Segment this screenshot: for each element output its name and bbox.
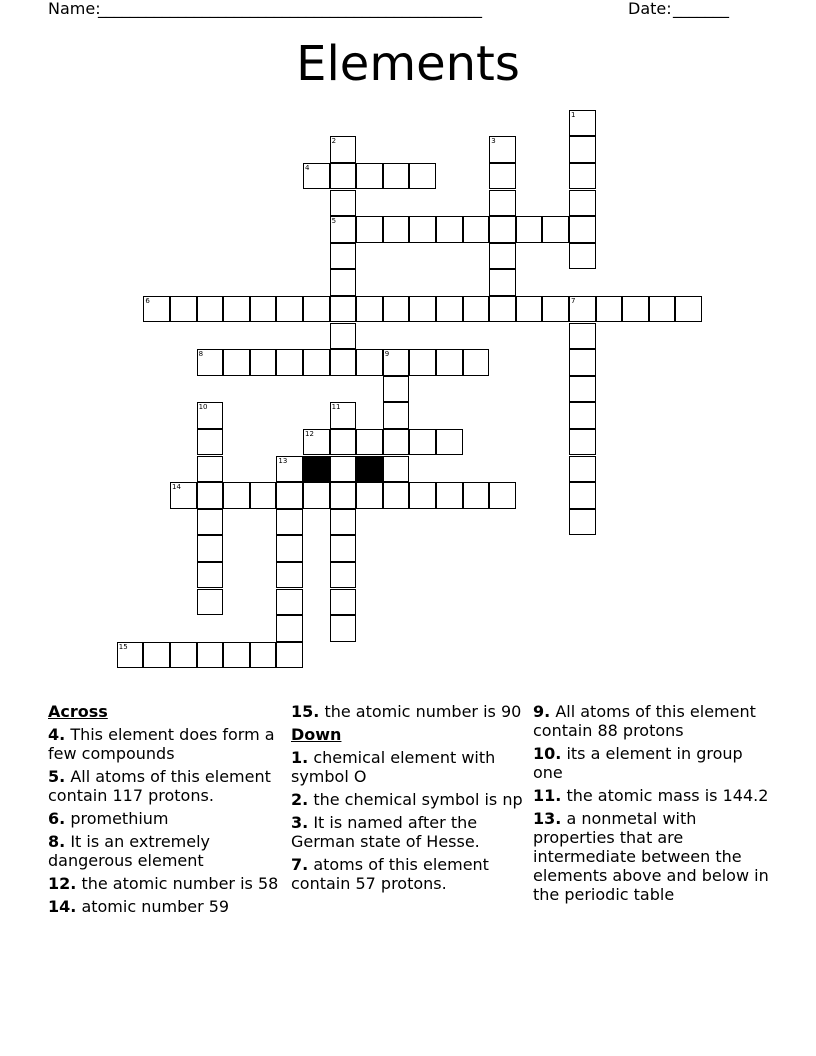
clue-text: atomic number 59 bbox=[81, 897, 230, 916]
grid-cell[interactable] bbox=[383, 402, 410, 429]
clue-number: 13. bbox=[533, 809, 562, 828]
date-label: Date: bbox=[628, 0, 672, 18]
grid-cell[interactable] bbox=[197, 642, 224, 669]
grid-cell[interactable] bbox=[197, 482, 224, 509]
grid-cell[interactable] bbox=[303, 163, 330, 190]
grid-cell[interactable] bbox=[143, 296, 170, 323]
grid-cell[interactable] bbox=[489, 190, 516, 217]
grid-cell[interactable] bbox=[330, 562, 357, 589]
grid-cell[interactable] bbox=[383, 296, 410, 323]
grid-cell[interactable] bbox=[409, 216, 436, 243]
cell-number: 13 bbox=[278, 456, 288, 465]
clue-down-11 bbox=[533, 786, 769, 805]
grid-cell[interactable] bbox=[276, 456, 303, 483]
grid-cell[interactable] bbox=[542, 216, 569, 243]
cell-number: 1 bbox=[571, 110, 576, 119]
clue-across-5 bbox=[48, 767, 284, 805]
grid-cell[interactable] bbox=[330, 429, 357, 456]
grid-cell[interactable] bbox=[463, 349, 490, 376]
grid-cell[interactable] bbox=[223, 642, 250, 669]
grid-cell[interactable] bbox=[276, 562, 303, 589]
grid-cell[interactable] bbox=[622, 296, 649, 323]
grid-cell[interactable] bbox=[356, 216, 383, 243]
clue-across-8 bbox=[48, 832, 284, 870]
grid-cell[interactable] bbox=[250, 296, 277, 323]
clue-number: 15. bbox=[291, 702, 320, 721]
clue-number: 7. bbox=[291, 855, 309, 874]
grid-cell[interactable] bbox=[409, 163, 436, 190]
grid-cell[interactable] bbox=[330, 349, 357, 376]
clues-column-1 bbox=[48, 702, 284, 920]
grid-cell[interactable] bbox=[569, 216, 596, 243]
cell-number: 12 bbox=[305, 429, 314, 438]
name-field[interactable]: ________________________________________________ bbox=[98, 0, 482, 18]
grid-cell[interactable] bbox=[569, 136, 596, 163]
grid-cell[interactable] bbox=[197, 296, 224, 323]
cell-number: 5 bbox=[331, 217, 337, 226]
grid-cell[interactable] bbox=[409, 349, 436, 376]
grid-cell[interactable] bbox=[675, 296, 702, 323]
cell-number: 15 bbox=[118, 642, 128, 651]
clue-number: 8. bbox=[48, 832, 66, 851]
clue-across-12 bbox=[48, 874, 284, 893]
grid-cell[interactable] bbox=[383, 376, 410, 403]
cell-number: 9 bbox=[384, 350, 390, 359]
clue-number: 14. bbox=[48, 897, 77, 916]
blocked-cell bbox=[303, 456, 330, 483]
grid-cell[interactable] bbox=[197, 535, 224, 562]
grid-cell[interactable] bbox=[409, 296, 436, 323]
grid-cell[interactable] bbox=[569, 243, 596, 270]
grid-cell[interactable] bbox=[330, 615, 357, 642]
clue-across-4 bbox=[48, 725, 284, 763]
clue-number: 2. bbox=[291, 790, 309, 809]
puzzle-title: Elements bbox=[296, 36, 520, 92]
clue-number: 6. bbox=[48, 809, 66, 828]
name-label: Name: bbox=[48, 0, 101, 18]
grid-cell[interactable] bbox=[330, 402, 357, 429]
grid-cell[interactable] bbox=[276, 296, 303, 323]
grid-cell[interactable] bbox=[276, 535, 303, 562]
clue-across-15 bbox=[291, 702, 527, 721]
grid-cell[interactable] bbox=[276, 349, 303, 376]
clue-text: the atomic mass is 144.2 bbox=[566, 786, 769, 805]
clue-text: a nonmetal with properties that are intermediate between the elements above and below in the periodic table bbox=[533, 809, 769, 904]
grid-cell[interactable] bbox=[356, 482, 383, 509]
clue-number: 11. bbox=[533, 786, 562, 805]
clue-text: atoms of this element contain 57 protons. bbox=[291, 855, 489, 893]
grid-cell[interactable] bbox=[649, 296, 676, 323]
grid-cell[interactable] bbox=[463, 296, 490, 323]
grid-cell[interactable] bbox=[330, 589, 357, 616]
grid-cell[interactable] bbox=[489, 216, 516, 243]
grid-cell[interactable] bbox=[330, 456, 357, 483]
grid-cell[interactable] bbox=[330, 190, 357, 217]
clues-column-2 bbox=[291, 702, 527, 897]
grid-cell[interactable] bbox=[436, 216, 463, 243]
grid-cell[interactable] bbox=[330, 482, 357, 509]
grid-cell[interactable] bbox=[197, 429, 224, 456]
grid-cell[interactable] bbox=[436, 429, 463, 456]
grid-cell[interactable] bbox=[542, 296, 569, 323]
grid-cell[interactable] bbox=[489, 296, 516, 323]
grid-cell[interactable] bbox=[330, 535, 357, 562]
grid-cell[interactable] bbox=[409, 482, 436, 509]
grid-cell[interactable] bbox=[569, 429, 596, 456]
clue-text: It is named after the German state of Hesse. bbox=[291, 813, 480, 851]
grid-cell[interactable] bbox=[330, 163, 357, 190]
grid-cell[interactable] bbox=[569, 190, 596, 217]
across-heading: Across bbox=[48, 702, 108, 721]
cell-number: 7 bbox=[571, 296, 576, 305]
clue-across-6 bbox=[48, 809, 284, 828]
grid-cell[interactable] bbox=[383, 163, 410, 190]
grid-cell[interactable] bbox=[330, 216, 357, 243]
grid-cell[interactable] bbox=[569, 296, 596, 323]
grid-cell[interactable] bbox=[569, 163, 596, 190]
grid-cell[interactable] bbox=[516, 216, 543, 243]
grid-cell[interactable] bbox=[197, 402, 224, 429]
cell-number: 3 bbox=[491, 137, 496, 146]
grid-cell[interactable] bbox=[383, 482, 410, 509]
cell-number: 10 bbox=[198, 403, 208, 412]
grid-cell[interactable] bbox=[276, 482, 303, 509]
clue-down-3 bbox=[291, 813, 527, 851]
grid-cell[interactable] bbox=[489, 163, 516, 190]
clue-down-1 bbox=[291, 748, 527, 786]
grid-cell[interactable] bbox=[170, 482, 197, 509]
grid-cell[interactable] bbox=[170, 642, 197, 669]
grid-cell[interactable] bbox=[569, 482, 596, 509]
grid-cell[interactable] bbox=[516, 296, 543, 323]
clue-number: 5. bbox=[48, 767, 66, 786]
grid-cell[interactable] bbox=[569, 456, 596, 483]
grid-cell[interactable] bbox=[303, 296, 330, 323]
cell-number: 11 bbox=[331, 403, 341, 412]
grid-cell[interactable] bbox=[223, 296, 250, 323]
clue-number: 1. bbox=[291, 748, 309, 767]
grid-cell[interactable] bbox=[276, 642, 303, 669]
down-heading: Down bbox=[291, 725, 342, 744]
clue-number: 3. bbox=[291, 813, 309, 832]
clue-number: 10. bbox=[533, 744, 562, 763]
grid-cell[interactable] bbox=[569, 349, 596, 376]
blocked-cell bbox=[356, 456, 383, 483]
grid-cell[interactable] bbox=[276, 589, 303, 616]
date-field[interactable]: _______ bbox=[673, 0, 729, 18]
clue-number: 9. bbox=[533, 702, 551, 721]
grid-cell[interactable] bbox=[330, 323, 357, 350]
clue-text: promethium bbox=[70, 809, 169, 828]
grid-cell[interactable] bbox=[197, 562, 224, 589]
grid-cell[interactable] bbox=[569, 402, 596, 429]
cell-number: 2 bbox=[331, 137, 337, 146]
grid-cell[interactable] bbox=[330, 136, 357, 163]
clue-down-2 bbox=[291, 790, 527, 809]
grid-cell[interactable] bbox=[330, 296, 357, 323]
grid-cell[interactable] bbox=[223, 349, 250, 376]
grid-cell[interactable] bbox=[303, 349, 330, 376]
grid-cell[interactable] bbox=[143, 642, 170, 669]
grid-cell[interactable] bbox=[489, 269, 516, 296]
grid-cell[interactable] bbox=[117, 642, 144, 669]
clue-text: the atomic number is 58 bbox=[81, 874, 279, 893]
grid-cell[interactable] bbox=[569, 376, 596, 403]
cell-number: 6 bbox=[145, 296, 150, 305]
clue-down-13 bbox=[533, 809, 769, 904]
cell-number: 14 bbox=[172, 483, 181, 492]
grid-cell[interactable] bbox=[330, 243, 357, 270]
grid-cell[interactable] bbox=[330, 269, 357, 296]
grid-cell[interactable] bbox=[489, 136, 516, 163]
grid-cell[interactable] bbox=[436, 482, 463, 509]
grid-cell[interactable] bbox=[276, 615, 303, 642]
grid-cell[interactable] bbox=[197, 349, 224, 376]
grid-cell[interactable] bbox=[436, 296, 463, 323]
grid-cell[interactable] bbox=[463, 482, 490, 509]
grid-cell[interactable] bbox=[356, 163, 383, 190]
cell-number: 8 bbox=[198, 350, 204, 359]
clue-text: It is an extremely dangerous element bbox=[48, 832, 211, 870]
grid-cell[interactable] bbox=[436, 349, 463, 376]
clue-text: All atoms of this element contain 117 protons. bbox=[48, 767, 271, 805]
grid-cell[interactable] bbox=[303, 482, 330, 509]
grid-cell[interactable] bbox=[276, 509, 303, 536]
clue-text: its a element in group one bbox=[533, 744, 743, 782]
grid-cell[interactable] bbox=[383, 456, 410, 483]
grid-cell[interactable] bbox=[330, 509, 357, 536]
clue-number: 4. bbox=[48, 725, 66, 744]
clue-down-10 bbox=[533, 744, 769, 782]
grid-cell[interactable] bbox=[197, 589, 224, 616]
grid-cell[interactable] bbox=[383, 429, 410, 456]
clue-number: 12. bbox=[48, 874, 77, 893]
clue-text: This element does form a few compounds bbox=[48, 725, 275, 763]
grid-cell[interactable] bbox=[356, 429, 383, 456]
grid-cell[interactable] bbox=[463, 216, 490, 243]
grid-cell[interactable] bbox=[250, 482, 277, 509]
grid-cell[interactable] bbox=[303, 429, 330, 456]
grid-cell[interactable] bbox=[569, 323, 596, 350]
grid-cell[interactable] bbox=[356, 349, 383, 376]
clue-down-7 bbox=[291, 855, 527, 893]
grid-cell[interactable] bbox=[170, 296, 197, 323]
clue-across-14 bbox=[48, 897, 284, 916]
grid-cell[interactable] bbox=[569, 110, 596, 137]
grid-cell[interactable] bbox=[409, 429, 436, 456]
clue-down-9 bbox=[533, 702, 769, 740]
clue-text: chemical element with symbol O bbox=[291, 748, 496, 786]
grid-cell[interactable] bbox=[197, 456, 224, 483]
clues-column-3 bbox=[533, 702, 769, 908]
grid-cell[interactable] bbox=[197, 509, 224, 536]
grid-cell[interactable] bbox=[250, 642, 277, 669]
grid-cell[interactable] bbox=[489, 243, 516, 270]
grid-cell[interactable] bbox=[383, 349, 410, 376]
grid-cell[interactable] bbox=[250, 349, 277, 376]
grid-cell[interactable] bbox=[489, 482, 516, 509]
clue-text: All atoms of this element contain 88 protons bbox=[533, 702, 756, 740]
grid-cell[interactable] bbox=[223, 482, 250, 509]
grid-cell[interactable] bbox=[596, 296, 623, 323]
grid-cell[interactable] bbox=[356, 296, 383, 323]
grid-cell[interactable] bbox=[569, 509, 596, 536]
grid-cell[interactable] bbox=[383, 216, 410, 243]
clue-text: the chemical symbol is np bbox=[313, 790, 523, 809]
cell-number: 4 bbox=[305, 163, 310, 172]
clue-text: the atomic number is 90 bbox=[324, 702, 522, 721]
